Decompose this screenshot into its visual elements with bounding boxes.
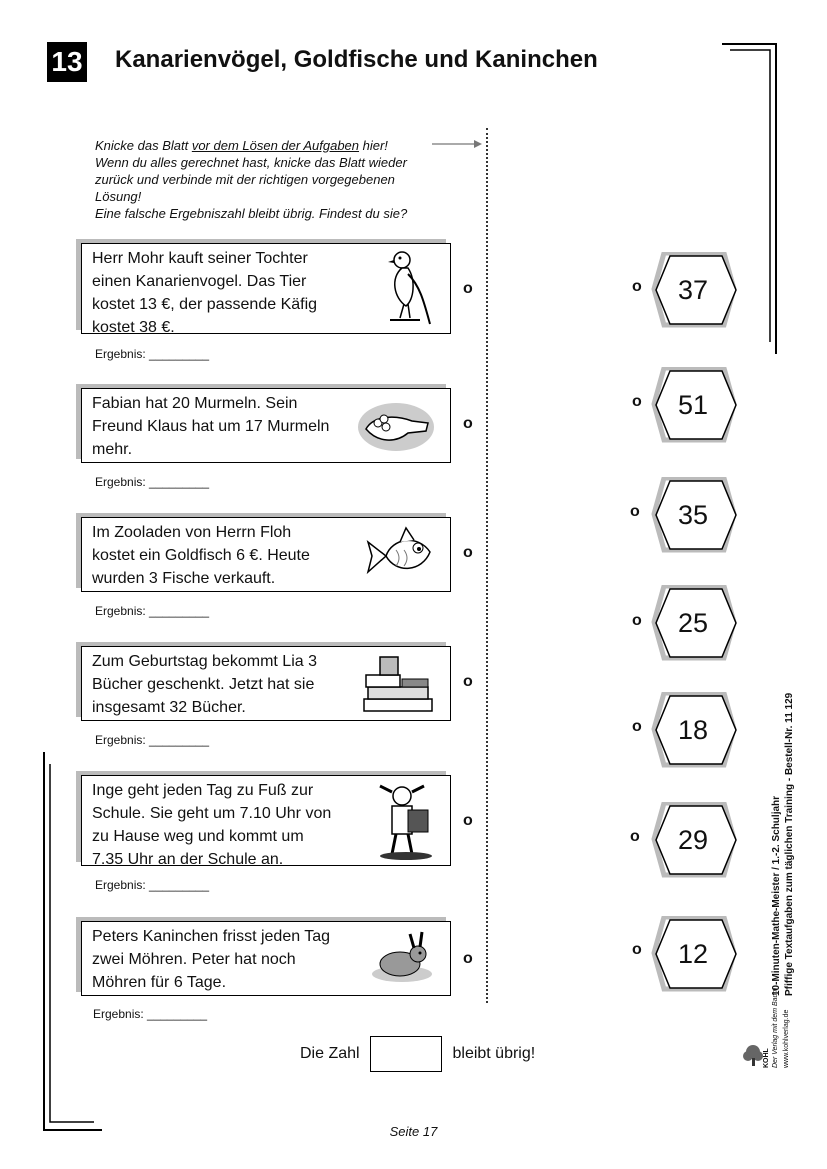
task-text: Inge geht jeden Tag zu Fuß zur Schule. Sie geht um 7.10 Uhr von zu Hause weg und kommt um 7.35 Uhr an der Schule an. bbox=[92, 782, 332, 868]
result-line-5[interactable]: Ergebnis: _________ bbox=[95, 878, 210, 892]
schoolgirl-icon bbox=[376, 780, 436, 862]
connector-dot-task-6[interactable]: o bbox=[463, 950, 473, 967]
answer-hexagon-1[interactable]: 37 bbox=[648, 252, 738, 328]
connector-dot-task-4[interactable]: o bbox=[463, 673, 473, 690]
task-box-3 bbox=[81, 517, 451, 592]
connector-dot-answer-1[interactable]: o bbox=[632, 278, 642, 295]
task-box-4 bbox=[81, 646, 451, 721]
answer-hexagon-5[interactable]: 18 bbox=[648, 692, 738, 768]
remaining-label-post: bleibt übrig! bbox=[452, 1045, 536, 1063]
task-text: Zum Geburtstag bekommt Lia 3 Bücher geschenkt. Jetzt hat sie insgesamt 32 Bücher. bbox=[92, 653, 317, 716]
answer-hexagon-7[interactable]: 12 bbox=[648, 916, 738, 992]
task-box-1 bbox=[81, 243, 451, 334]
connector-dot-answer-4[interactable]: o bbox=[632, 612, 642, 629]
answer-hexagon-6[interactable]: 29 bbox=[648, 802, 738, 878]
remaining-number-field[interactable] bbox=[370, 1036, 442, 1072]
goldfish-icon bbox=[366, 524, 436, 588]
connector-dot-task-5[interactable]: o bbox=[463, 812, 473, 829]
connector-dot-answer-2[interactable]: o bbox=[632, 393, 642, 410]
publisher-url: www.kohlverlag.de bbox=[783, 1009, 790, 1068]
answer-hexagon-3[interactable]: 35 bbox=[648, 477, 738, 553]
connector-dot-task-2[interactable]: o bbox=[463, 415, 473, 432]
remaining-number-row bbox=[300, 1036, 535, 1072]
tree-logo-icon bbox=[742, 1044, 764, 1066]
task-text: Im Zooladen von Herrn Floh kostet ein Goldfisch 6 €. Heute wurden 3 Fische verkauft. bbox=[92, 524, 310, 587]
task-text: Herr Mohr kauft seiner Tochter einen Kanarienvogel. Das Tier kostet 13 €, der passende Käfig kostet 38 €. bbox=[92, 250, 318, 336]
connector-dot-answer-3[interactable]: o bbox=[630, 503, 640, 520]
marbles-hand-icon bbox=[356, 399, 436, 455]
publisher-logo: KOHL Der Verlag mit dem Baum bbox=[763, 987, 779, 1068]
connector-dot-task-1[interactable]: o bbox=[463, 280, 473, 297]
arrow-right-icon bbox=[432, 138, 482, 150]
page-title: Kanarienvögel, Goldfische und Kaninchen bbox=[115, 46, 598, 73]
task-box-6 bbox=[81, 921, 451, 996]
result-line-3[interactable]: Ergebnis: _________ bbox=[95, 604, 210, 618]
result-line-4[interactable]: Ergebnis: _________ bbox=[95, 733, 210, 747]
connector-dot-answer-7[interactable]: o bbox=[632, 941, 642, 958]
connector-dot-answer-5[interactable]: o bbox=[632, 718, 642, 735]
side-publication-info: 10-Minuten-Mathe-Meister / 1.-2. Schuljahr Pfiffige Textaufgaben zum täglichen Training - Bestell-Nr. 11 129 bbox=[771, 692, 795, 996]
canary-icon bbox=[380, 248, 436, 330]
page-number: Seite 17 bbox=[389, 1124, 438, 1139]
instructions: Knicke das Blatt vor dem Lösen der Aufgaben hier! Wenn du alles gerechnet hast, knicke das Blatt wieder zurück und verbinde mit der richtigen vorgegebenen Lösung! Eine falsche Ergebniszahl bleibt übrig. Findest du sie? bbox=[95, 138, 408, 221]
result-line-2[interactable]: Ergebnis: _________ bbox=[95, 475, 210, 489]
fold-line bbox=[486, 128, 488, 1003]
task-box-5 bbox=[81, 775, 451, 866]
connector-dot-task-3[interactable]: o bbox=[463, 544, 473, 561]
task-text: Peters Kaninchen frisst jeden Tag zwei Möhren. Peter hat noch Möhren für 6 Tage. bbox=[92, 928, 331, 991]
task-box-2 bbox=[81, 388, 451, 463]
answer-hexagon-4[interactable]: 25 bbox=[648, 585, 738, 661]
result-line-1[interactable]: Ergebnis: _________ bbox=[95, 347, 210, 361]
result-line-6[interactable]: Ergebnis: _________ bbox=[93, 1007, 208, 1021]
answer-hexagon-2[interactable]: 51 bbox=[648, 367, 738, 443]
remaining-label-pre: Die Zahl bbox=[300, 1045, 360, 1063]
task-number-badge: 13 bbox=[47, 42, 87, 82]
connector-dot-answer-6[interactable]: o bbox=[630, 828, 640, 845]
books-icon bbox=[360, 653, 436, 717]
rabbit-icon bbox=[370, 930, 436, 986]
task-text: Fabian hat 20 Murmeln. Sein Freund Klaus hat um 17 Murmeln mehr. bbox=[92, 395, 330, 458]
